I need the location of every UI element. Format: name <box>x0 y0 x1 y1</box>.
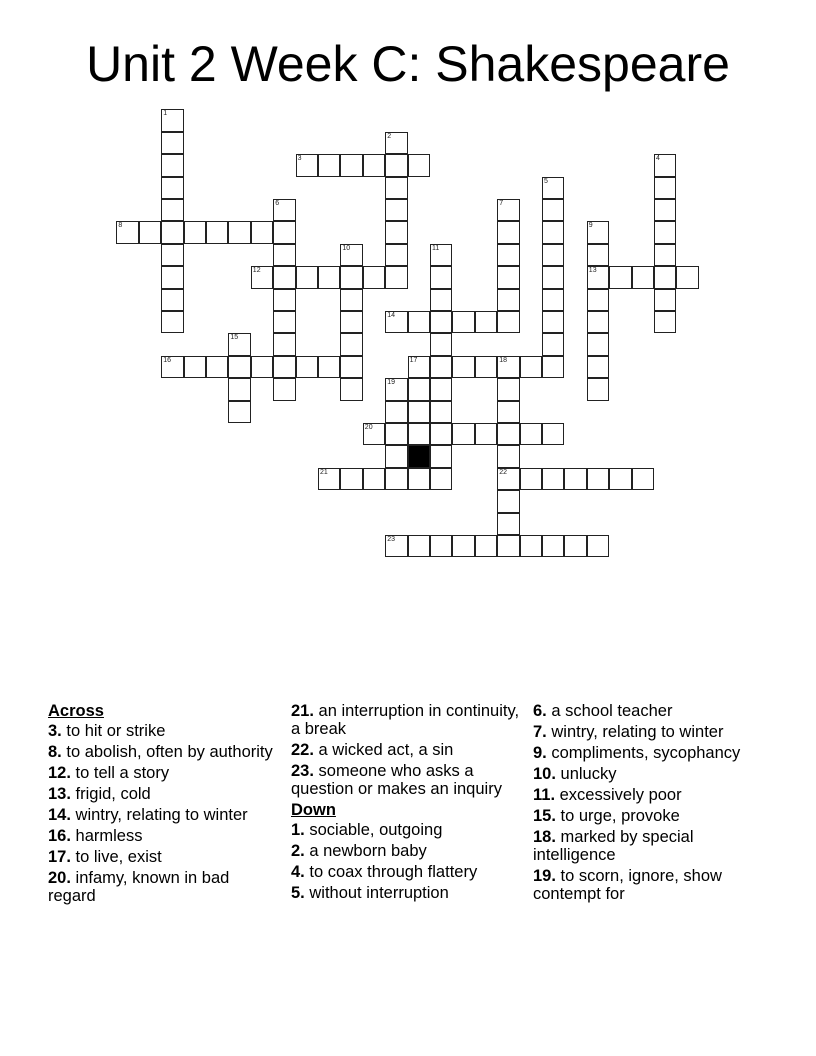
grid-cell[interactable] <box>385 199 407 221</box>
grid-cell[interactable] <box>497 378 519 400</box>
clue-number: 13 <box>588 267 597 275</box>
grid-cell[interactable] <box>587 378 609 400</box>
grid-cell[interactable] <box>408 468 430 490</box>
grid-cell[interactable] <box>497 221 519 243</box>
grid-cell[interactable] <box>542 289 564 311</box>
grid-cell[interactable] <box>430 423 452 445</box>
grid-cell[interactable] <box>273 311 295 333</box>
grid-cell[interactable] <box>654 244 676 266</box>
grid-cell[interactable] <box>430 266 452 288</box>
grid-cell[interactable] <box>654 177 676 199</box>
grid-cell[interactable] <box>251 221 273 243</box>
grid-cell[interactable] <box>542 244 564 266</box>
grid-cell[interactable] <box>408 311 430 333</box>
clue-number: 14 <box>387 312 395 319</box>
grid-cell[interactable] <box>363 154 385 176</box>
grid-cell[interactable] <box>430 535 452 557</box>
grid-cell[interactable] <box>475 535 497 557</box>
clue-down-15: 15. to urge, provoke <box>533 807 680 825</box>
grid-cell[interactable] <box>609 468 631 490</box>
clue-number: 11 <box>432 244 440 252</box>
grid-cell[interactable] <box>273 266 295 288</box>
grid-cell[interactable] <box>520 468 542 490</box>
clue-column-3 <box>533 702 763 906</box>
clue-number: 6 <box>275 200 280 207</box>
grid-cell[interactable] <box>385 378 407 400</box>
clue-number: 19 <box>387 379 395 387</box>
grid-cell[interactable] <box>430 289 452 311</box>
grid-cell[interactable] <box>430 468 452 490</box>
grid-cell[interactable] <box>161 154 183 176</box>
grid-cell[interactable] <box>408 154 430 176</box>
clue-number: 10 <box>342 244 351 252</box>
clue-down-7: 7. wintry, relating to winter <box>533 723 724 741</box>
clue-number: 21 <box>320 468 328 476</box>
clue-down-2: 2. a newborn baby <box>291 842 427 860</box>
grid-cell[interactable] <box>340 289 362 311</box>
grid-cell[interactable] <box>228 221 250 243</box>
grid-cell[interactable] <box>161 311 183 333</box>
grid-cell[interactable] <box>475 311 497 333</box>
grid-cell[interactable] <box>184 356 206 378</box>
grid-cell[interactable] <box>408 401 430 423</box>
grid-cell[interactable] <box>520 535 542 557</box>
grid-cell[interactable] <box>296 266 318 288</box>
grid-cell[interactable] <box>318 356 340 378</box>
clue-number: 22 <box>499 468 507 476</box>
grid-cell[interactable] <box>340 333 362 355</box>
grid-cell[interactable] <box>452 311 474 333</box>
grid-cell[interactable] <box>385 244 407 266</box>
grid-cell[interactable] <box>475 423 497 445</box>
grid-cell[interactable] <box>340 356 362 378</box>
grid-cell[interactable] <box>273 378 295 400</box>
grid-cell[interactable] <box>385 221 407 243</box>
grid-cell[interactable] <box>654 311 676 333</box>
grid-cell[interactable] <box>497 356 519 378</box>
grid-cell[interactable] <box>564 535 586 557</box>
grid-cell[interactable] <box>497 490 519 512</box>
clue-down-5: 5. without interruption <box>291 884 449 902</box>
grid-cell[interactable] <box>161 109 183 131</box>
grid-cell[interactable] <box>542 266 564 288</box>
grid-cell[interactable] <box>206 221 228 243</box>
grid-cell[interactable] <box>452 356 474 378</box>
grid-cell[interactable] <box>542 311 564 333</box>
grid-cell[interactable] <box>430 356 452 378</box>
grid-cell[interactable] <box>497 244 519 266</box>
grid-cell[interactable] <box>161 356 183 378</box>
grid-cell[interactable] <box>408 535 430 557</box>
grid-cell[interactable] <box>587 311 609 333</box>
grid-cell[interactable] <box>654 154 676 176</box>
grid-cell[interactable] <box>430 378 452 400</box>
clue-down-11: 11. excessively poor <box>533 786 682 804</box>
grid-cell[interactable] <box>161 244 183 266</box>
clue-column-1 <box>48 702 278 908</box>
grid-cell[interactable] <box>318 266 340 288</box>
clue-down-10: 10. unlucky <box>533 765 617 783</box>
grid-cell[interactable] <box>542 333 564 355</box>
grid-cell[interactable] <box>318 154 340 176</box>
grid-cell[interactable] <box>385 401 407 423</box>
grid-cell[interactable] <box>161 132 183 154</box>
clue-number: 7 <box>499 200 504 207</box>
grid-cell[interactable] <box>408 378 430 400</box>
grid-cell[interactable] <box>587 266 609 288</box>
grid-cell[interactable] <box>363 423 385 445</box>
grid-cell[interactable] <box>430 401 452 423</box>
grid-cell[interactable] <box>228 356 250 378</box>
clue-across-23: 23. someone who asks a question or makes an inquiry <box>291 762 502 798</box>
grid-cell[interactable] <box>228 401 250 423</box>
grid-cell[interactable] <box>520 423 542 445</box>
clue-down-1: 1. sociable, outgoing <box>291 821 443 839</box>
grid-cell[interactable] <box>497 513 519 535</box>
grid-cell[interactable] <box>676 266 698 288</box>
grid-cell[interactable] <box>587 356 609 378</box>
grid-cell[interactable] <box>542 221 564 243</box>
grid-cell[interactable] <box>542 535 564 557</box>
grid-cell[interactable] <box>497 289 519 311</box>
clue-across-21: 21. an interruption in continuity, a break <box>291 702 520 738</box>
grid-cell[interactable] <box>385 311 407 333</box>
grid-cell[interactable] <box>497 199 519 221</box>
grid-cell[interactable] <box>385 535 407 557</box>
across-heading: Across <box>48 702 104 720</box>
grid-cell[interactable] <box>564 468 586 490</box>
clue-number: 16 <box>163 356 171 364</box>
grid-cell[interactable] <box>273 199 295 221</box>
grid-cell[interactable] <box>161 289 183 311</box>
grid-cell[interactable] <box>161 221 183 243</box>
clue-down-19: 19. to scorn, ignore, show contempt for <box>533 867 722 903</box>
grid-cell[interactable] <box>184 221 206 243</box>
clue-number: 1 <box>163 110 168 118</box>
grid-cell[interactable] <box>542 423 564 445</box>
clue-number: 12 <box>252 267 261 275</box>
grid-cell[interactable] <box>542 468 564 490</box>
crossword-grid <box>117 110 717 560</box>
grid-cell[interactable] <box>654 289 676 311</box>
grid-cell[interactable] <box>385 423 407 445</box>
black-cell <box>408 445 430 467</box>
grid-cell[interactable] <box>632 266 654 288</box>
grid-cell[interactable] <box>340 311 362 333</box>
grid-cell[interactable] <box>273 356 295 378</box>
grid-cell[interactable] <box>340 154 362 176</box>
clue-number: 15 <box>230 334 239 342</box>
grid-cell[interactable] <box>632 468 654 490</box>
clue-down-9: 9. compliments, sycophancy <box>533 744 741 762</box>
grid-cell[interactable] <box>587 535 609 557</box>
clue-number: 8 <box>118 222 123 230</box>
clue-number: 4 <box>656 155 660 163</box>
grid-cell[interactable] <box>363 266 385 288</box>
grid-cell[interactable] <box>542 177 564 199</box>
grid-cell[interactable] <box>497 468 519 490</box>
grid-cell[interactable] <box>430 333 452 355</box>
clue-number: 5 <box>544 177 548 185</box>
grid-cell[interactable] <box>408 423 430 445</box>
grid-cell[interactable] <box>296 356 318 378</box>
grid-cell[interactable] <box>318 468 340 490</box>
grid-cell[interactable] <box>587 244 609 266</box>
grid-cell[interactable] <box>654 221 676 243</box>
grid-cell[interactable] <box>587 468 609 490</box>
grid-cell[interactable] <box>161 266 183 288</box>
clue-down-4: 4. to coax through flattery <box>291 863 478 881</box>
grid-cell[interactable] <box>228 333 250 355</box>
grid-cell[interactable] <box>587 289 609 311</box>
grid-cell[interactable] <box>520 356 542 378</box>
clue-across-13: 13. frigid, cold <box>48 785 151 803</box>
grid-cell[interactable] <box>139 221 161 243</box>
grid-cell[interactable] <box>161 199 183 221</box>
grid-cell[interactable] <box>430 445 452 467</box>
clue-column-2 <box>291 702 521 905</box>
grid-cell[interactable] <box>654 199 676 221</box>
grid-cell[interactable] <box>161 177 183 199</box>
clue-across-22: 22. a wicked act, a sin <box>291 741 454 759</box>
grid-cell[interactable] <box>385 266 407 288</box>
clue-number: 3 <box>297 155 302 163</box>
grid-cell[interactable] <box>385 132 407 154</box>
grid-cell[interactable] <box>497 401 519 423</box>
clue-number: 20 <box>364 424 373 431</box>
clue-across-8: 8. to abolish, often by authority <box>48 743 273 761</box>
grid-cell[interactable] <box>408 356 430 378</box>
grid-cell[interactable] <box>430 244 452 266</box>
grid-cell[interactable] <box>385 177 407 199</box>
grid-cell[interactable] <box>654 266 676 288</box>
clue-number: 18 <box>499 356 507 364</box>
grid-cell[interactable] <box>363 468 385 490</box>
grid-cell[interactable] <box>296 154 318 176</box>
clue-number: 17 <box>409 356 418 364</box>
clue-number: 23 <box>387 536 395 543</box>
grid-cell[interactable] <box>430 311 452 333</box>
grid-cell[interactable] <box>587 221 609 243</box>
grid-cell[interactable] <box>497 266 519 288</box>
clue-across-3: 3. to hit or strike <box>48 722 166 740</box>
down-heading: Down <box>291 801 336 819</box>
grid-cell[interactable] <box>385 468 407 490</box>
grid-cell[interactable] <box>228 378 250 400</box>
clue-down-18: 18. marked by special intelligence <box>533 828 694 864</box>
clue-across-12: 12. to tell a story <box>48 764 170 782</box>
grid-cell[interactable] <box>609 266 631 288</box>
grid-cell[interactable] <box>273 289 295 311</box>
grid-cell[interactable] <box>340 244 362 266</box>
grid-cell[interactable] <box>542 199 564 221</box>
grid-cell[interactable] <box>251 266 273 288</box>
grid-cell[interactable] <box>340 468 362 490</box>
grid-cell[interactable] <box>273 244 295 266</box>
clue-across-17: 17. to live, exist <box>48 848 162 866</box>
clue-number: 2 <box>387 132 392 140</box>
grid-cell[interactable] <box>542 356 564 378</box>
grid-cell[interactable] <box>340 378 362 400</box>
grid-cell[interactable] <box>587 333 609 355</box>
grid-cell[interactable] <box>452 423 474 445</box>
grid-cell[interactable] <box>273 221 295 243</box>
clue-across-14: 14. wintry, relating to winter <box>48 806 248 824</box>
clue-down-6: 6. a school teacher <box>533 702 673 720</box>
clue-across-20: 20. infamy, known in bad regard <box>48 869 230 905</box>
grid-cell[interactable] <box>206 356 228 378</box>
clue-number: 9 <box>588 222 593 230</box>
grid-cell[interactable] <box>475 356 497 378</box>
grid-cell[interactable] <box>497 423 519 445</box>
grid-cell[interactable] <box>273 333 295 355</box>
grid-cell[interactable] <box>497 311 519 333</box>
grid-cell[interactable] <box>497 535 519 557</box>
page-title: Unit 2 Week C: Shakespeare <box>86 36 730 92</box>
grid-cell[interactable] <box>385 445 407 467</box>
grid-cell[interactable] <box>251 356 273 378</box>
clue-across-16: 16. harmless <box>48 827 143 845</box>
grid-cell[interactable] <box>497 445 519 467</box>
grid-cell[interactable] <box>340 266 362 288</box>
grid-cell[interactable] <box>116 221 138 243</box>
grid-cell[interactable] <box>385 154 407 176</box>
grid-cell[interactable] <box>452 535 474 557</box>
